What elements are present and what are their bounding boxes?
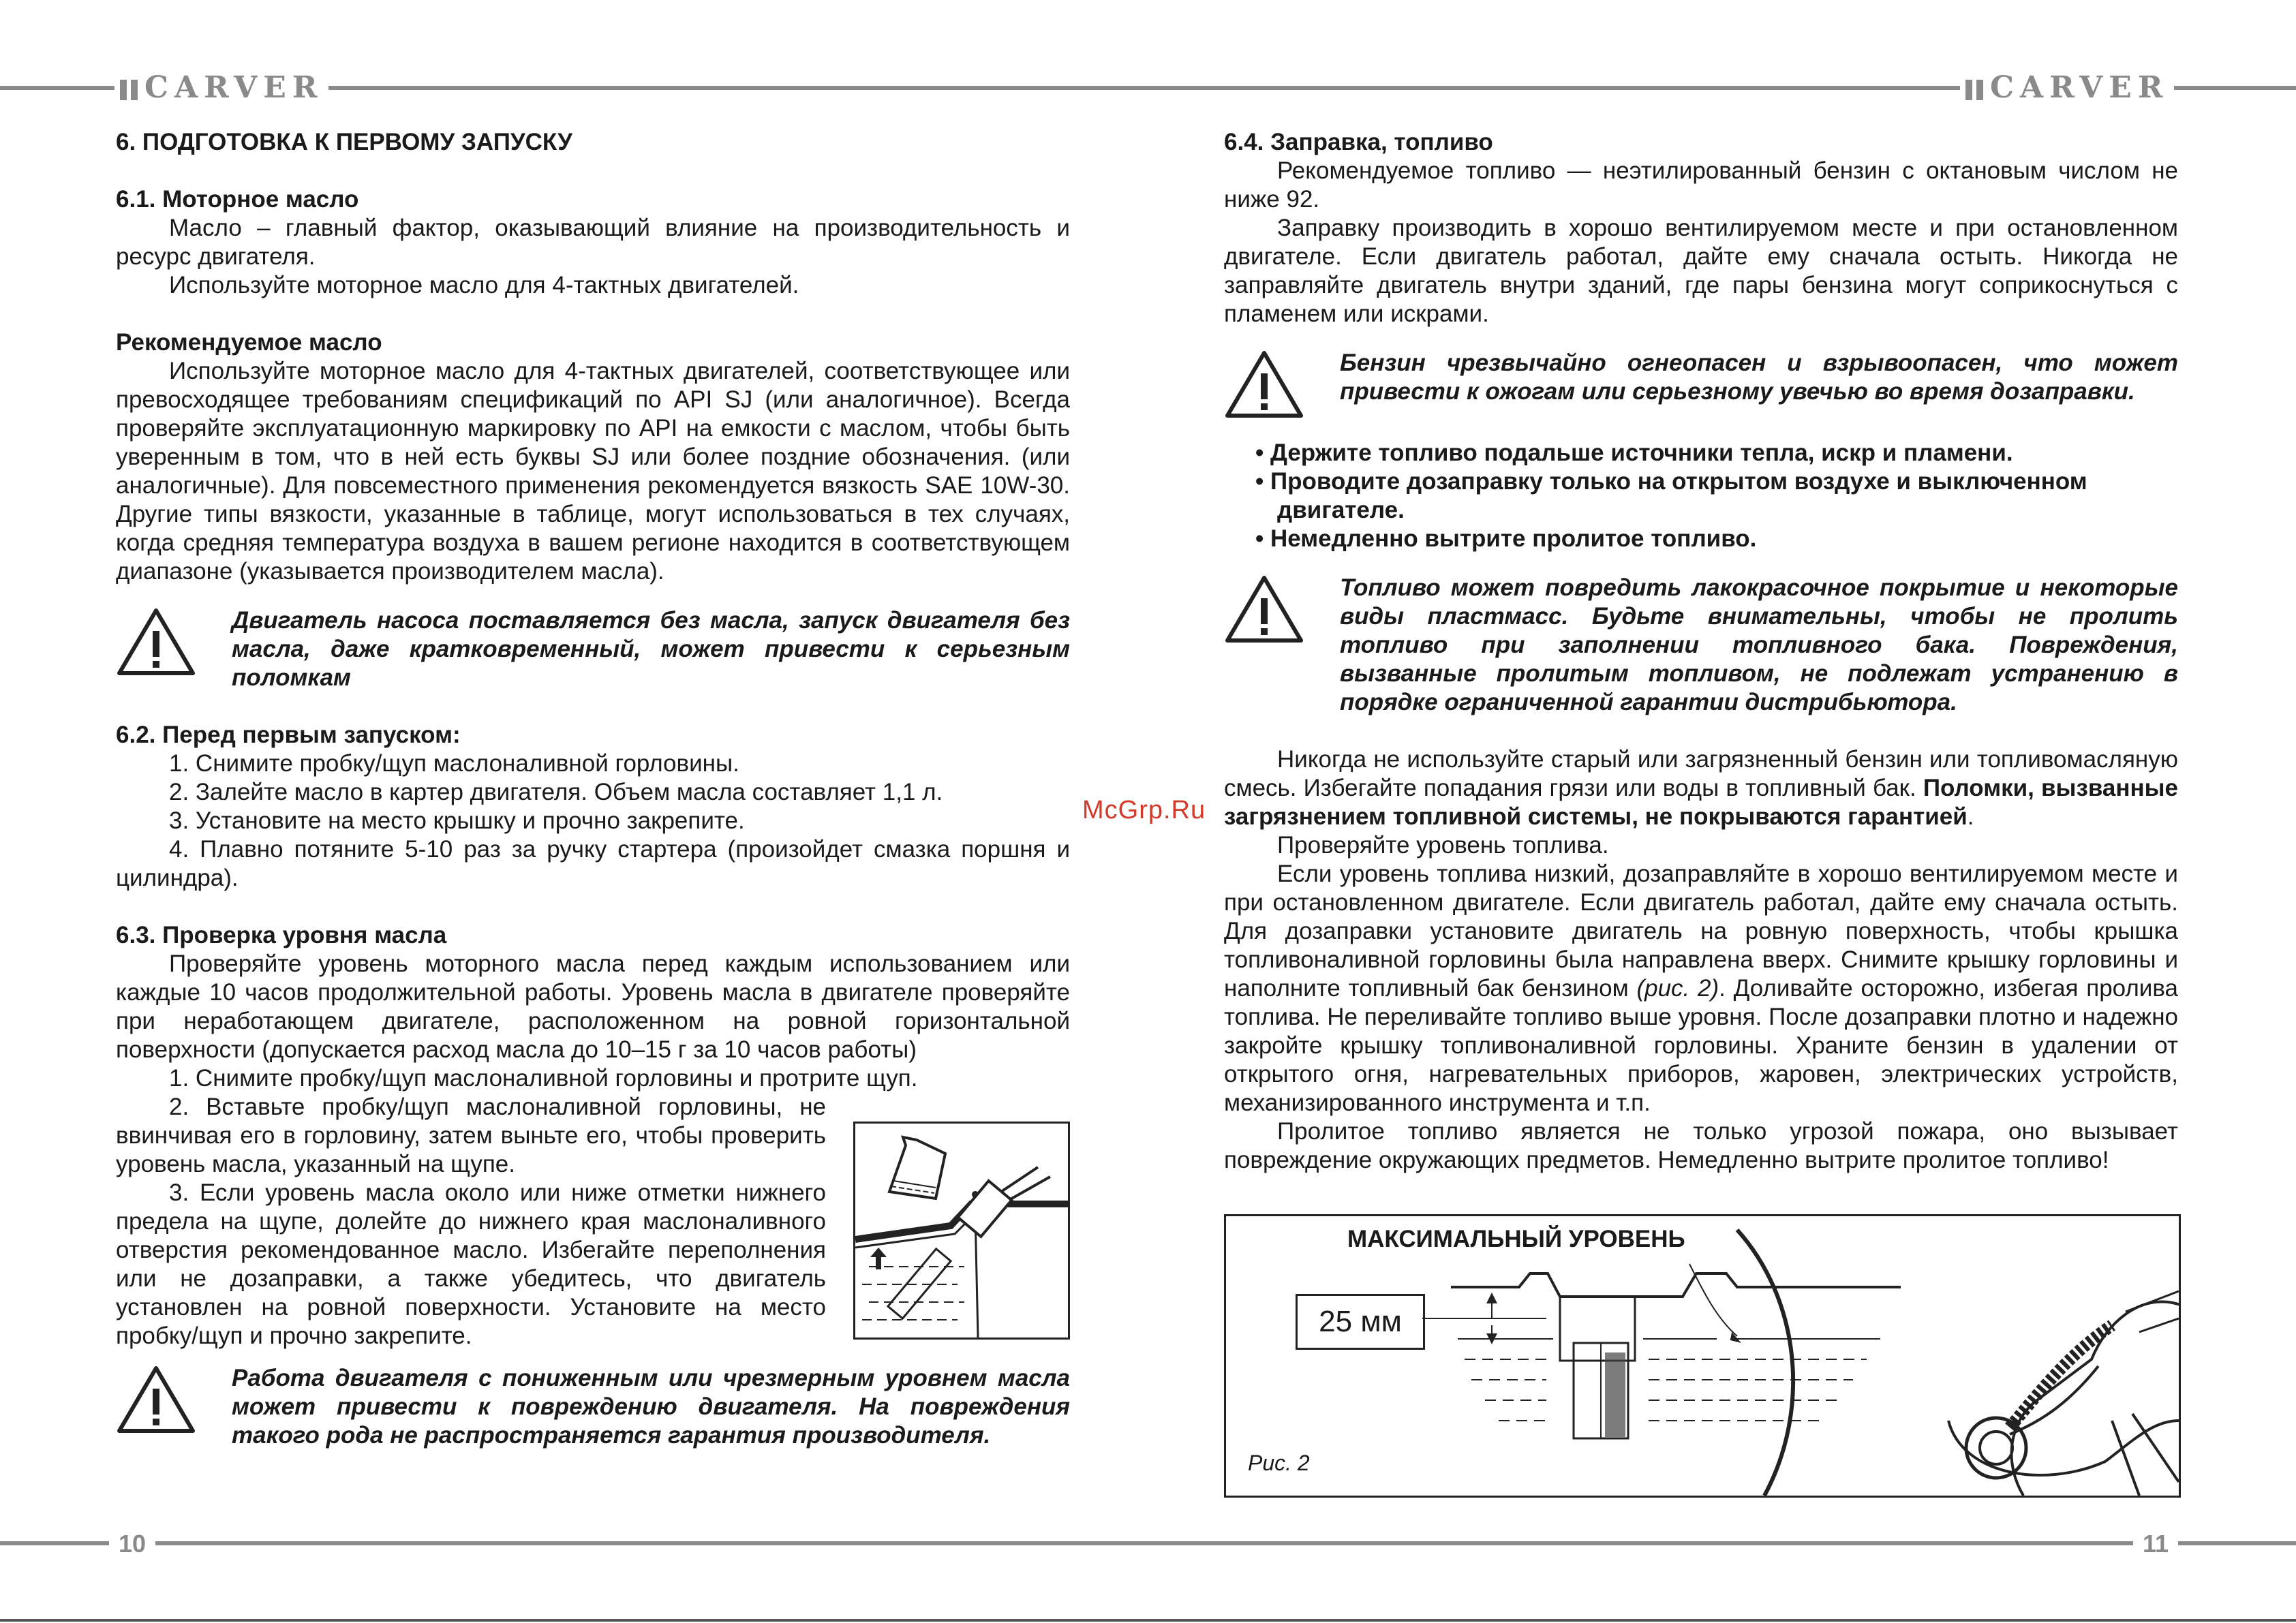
- list-item: • Проводите дозаправку только на открытом воздухе и выключенном двигателе.: [1255, 468, 2087, 523]
- figure-title: МАКСИМАЛЬНЫЙ УРОВЕНЬ: [1347, 1226, 1685, 1252]
- figure-caption: Рис. 2: [1248, 1451, 1310, 1475]
- left-column: [116, 128, 1070, 1450]
- oil-check-figure: [853, 1122, 1070, 1340]
- list-item: • Держите топливо подальше источники тепла, искр и пламени.: [1255, 439, 2013, 466]
- fuel-paragraph: Заправку производить в хорошо вентилируемом месте и при остановленном двигателе. Если двигатель работал, дайте ему сначала остыть. Никогда не заправляйте двигатель внутри зданий, где пары бензина могут соприкоснуться с пламенем или искрами.: [1224, 215, 2178, 327]
- list-item: 1. Снимите пробку/щуп маслоналивной горловины и протрите щуп.: [169, 1065, 918, 1092]
- fuel-paragraph: Пролитое топливо является не только угрозой пожара, оно вызывает повреждение окружающих предметов. Немедленно вытрите пролитое топливо!: [1224, 1118, 2178, 1173]
- section-6-4-heading: 6.4. Заправка, топливо: [1224, 129, 1493, 155]
- warning-text: Бензин чрезвычайно огнеопасен и взрывоопасен, что может привести к ожогам или серьезному увечью во время дозаправки.: [1340, 350, 2178, 405]
- fuel-tank-diagram: [1226, 1216, 2179, 1496]
- brand-logo-right: CARVER: [1960, 71, 2174, 105]
- section-6-3-paragraph: Проверяйте уровень моторного масла перед каждым использованием или каждые 10 часов продолжительной работы. Уровень масла в двигателе проверяйте при неработающем двигателе, расположенном на ровной горизонтальной поверхности (допускается расход масла до 10–15 г за 10 часов работы): [116, 950, 1070, 1063]
- list-item: • Немедленно вытрите пролитое топливо.: [1255, 525, 1757, 552]
- warning-block: [1224, 574, 2178, 717]
- list-item: 2. Вставьте пробку/щуп маслоналивной горловины, не ввинчивая его в горловину, затем выньте его, чтобы проверить уровень масла, указанный на щупе.: [116, 1094, 826, 1177]
- section-6-3-heading: 6.3. Проверка уровня масла: [116, 922, 447, 948]
- warning-text: Топливо может повредить лакокрасочное покрытие и некоторые виды пластмасс. Будьте внимательны, чтобы не пролить топливо при заполнении топливного бака. Повреждения, вызванные пролитым топливом, не подлежат устранению в порядке ограниченной гарантии дистрибьютора.: [1340, 574, 2178, 715]
- warning-triangle-icon: [1224, 574, 1340, 717]
- warning-block: [116, 606, 1070, 692]
- warning-block: [1224, 349, 2178, 420]
- recommended-oil-paragraph: Используйте моторное масло для 4-тактных двигателей, соответствующее или превосходящее требованиям спецификаций по API SJ (или аналогичное). Всегда проверяйте эксплуатационную маркировку по API на емкости с маслом, чтобы быть уверенным в том, что в ней есть буквы SJ или более поздние обозначения. (или аналогичные). Для повсеместного применения рекомендуется вязкость SAE 10W-30. Другие типы вязкости, указанные в таблице, могут использоваться в тех случаях, когда средняя температура воздуха в вашем регионе находится в соответствующем диапазоне (указывается производителем масла).: [116, 358, 1070, 585]
- fuel-paragraph: Проверяйте уровень топлива.: [1277, 832, 1609, 859]
- section-title: 6. ПОДГОТОВКА К ПЕРВОМУ ЗАПУСКУ: [116, 129, 572, 155]
- list-item: 3. Установите на место крышку и прочно закрепите.: [169, 807, 745, 834]
- logo-mark-icon: [1965, 80, 1983, 100]
- fuel-paragraph: Рекомендуемое топливо — неэтилированный бензин с октановым числом не ниже 92.: [1224, 157, 2178, 213]
- page-number-left: 10: [109, 1526, 155, 1562]
- warning-triangle-icon: [116, 1364, 232, 1450]
- level-label-box: 25 мм: [1296, 1294, 1425, 1350]
- section-6-2-heading: 6.2. Перед первым запуском:: [116, 722, 461, 748]
- safety-bullet-list: [1224, 439, 2178, 553]
- brand-logo-left: CARVER: [114, 71, 328, 105]
- logo-mark-icon: [120, 80, 138, 100]
- list-item: 1. Снимите пробку/щуп маслоналивной горловины.: [169, 750, 739, 777]
- bottom-edge-rule: [0, 1619, 2296, 1622]
- section-6-1-heading: 6.1. Моторное масло: [116, 186, 359, 213]
- list-item: 2. Залейте масло в картер двигателя. Объем масла составляет 1,1 л.: [169, 779, 943, 805]
- warning-triangle-icon: [116, 606, 232, 692]
- warning-text: Двигатель насоса поставляется без масла, запуск двигателя без масла, даже кратковременный, может привести к серьезным поломкам: [232, 607, 1070, 691]
- watermark: McGrp.Ru: [1082, 796, 1206, 824]
- fuel-level-figure: [1224, 1214, 2181, 1498]
- fuel-paragraph: Никогда не используйте старый или загрязненный бензин или топливомасляную смесь. Избегайте попадания грязи или воды в топливный бак. Поломки, вызванные загрязнением топливной системы, не покрываются гарантией.: [1224, 746, 2178, 830]
- warning-triangle-icon: [1224, 349, 1340, 420]
- list-item: 4. Плавно потяните 5-10 раз за ручку стартера (произойдет смазка поршня и цилиндра).: [116, 836, 1070, 891]
- section-6-1-paragraph: Масло – главный фактор, оказывающий влияние на производительность и ресурс двигателя.: [116, 215, 1070, 270]
- right-column: [1224, 128, 2178, 1175]
- header-rule: [0, 86, 2296, 90]
- section-6-1-paragraph-2: Используйте моторное масло для 4-тактных двигателей.: [169, 272, 799, 298]
- list-item: 3. Если уровень масла около или ниже отметки нижнего предела на щупе, долейте до нижнего края маслоналивного отверстия рекомендованное масло. Избегайте переполнения или не дозаправки, а также убедитесь, что двигатель установлен на ровной поверхности. Установите на место пробку/щуп и прочно закрепите.: [116, 1179, 826, 1349]
- footer-rule: [0, 1541, 2296, 1545]
- page-number-right: 11: [2133, 1526, 2178, 1562]
- warning-text: Работа двигателя с пониженным или чрезмерным уровнем масла может привести к повреждению двигателя. На повреждения такого рода не распространяется гарантия производителя.: [232, 1365, 1070, 1449]
- fuel-paragraph: Если уровень топлива низкий, дозаправляйте в хорошо вентилируемом месте и при остановленном двигателе. Если двигатель работал, дайте ему сначала остыть. Для дозаправки установите двигатель на ровную поверхность, чтобы крышка топливоналивной горловины была направлена вверх. Снимите крышку горловины и наполните топливный бак бензином (рис. 2). Доливайте осторожно, избегая пролива топлива. Не переливайте топливо выше уровня. После дозаправки плотно и надежно закройте крышку топливоналивной горловины. Храните бензин в удалении от открытого огня, нагревательных приборов, жаровен, электрических устройств, механизированного инструмента и т.п.: [1224, 861, 2178, 1116]
- recommended-oil-heading: Рекомендуемое масло: [116, 329, 382, 356]
- warning-block: [116, 1364, 1070, 1450]
